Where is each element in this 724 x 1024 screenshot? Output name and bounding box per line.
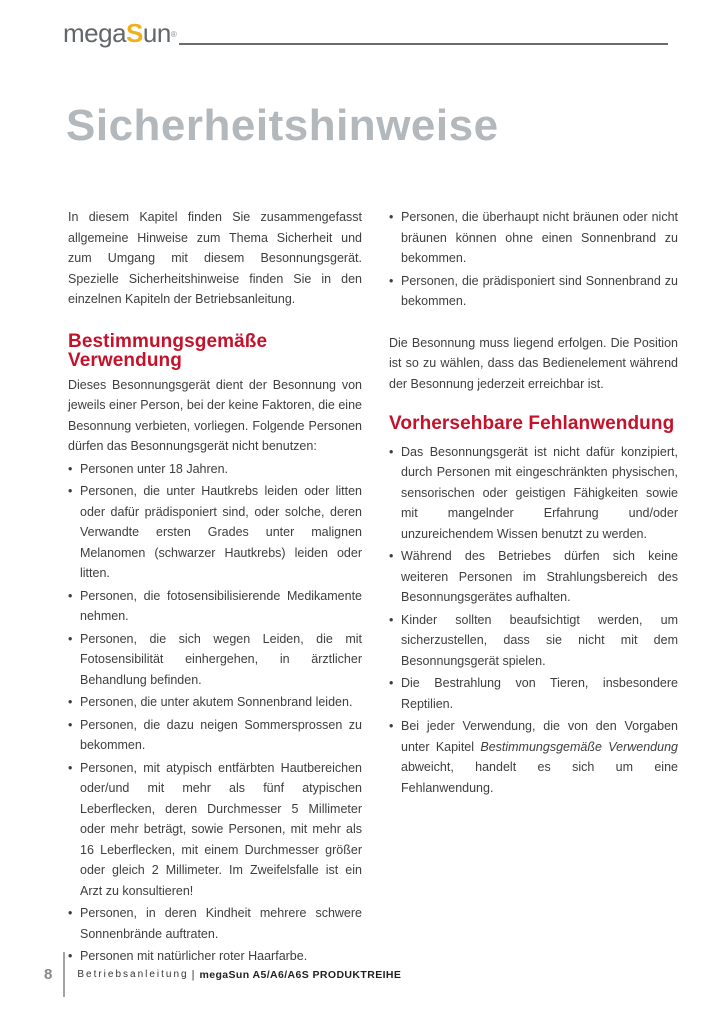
- misuse-bullet-list: [389, 442, 678, 799]
- logo-text-un: un: [142, 18, 171, 48]
- body-columns: [68, 207, 678, 969]
- page-title: Sicherheitshinweise: [66, 101, 499, 150]
- bullet-text-prefix: Bei jeder Verwendung, die von den Vorgaben unter Kapitel: [401, 719, 678, 754]
- bullet-item: • Personen, die unter akutem Sonnenbrand leiden.: [68, 692, 362, 713]
- footer-product-label: megaSun A5/A6/A6S PRODUKTREIHE: [199, 968, 402, 981]
- section-heading-misuse: Vorhersehbare Fehlanwendung: [389, 413, 675, 434]
- chapter-reference-italic: Bestimmungsgemäße Verwendung: [480, 739, 678, 754]
- footer-divider-line: [63, 952, 65, 997]
- intro-paragraph: In diesem Kapitel finden Sie zusammengefasst allgemeine Hinweise zum Thema Sicherheit und zum Umgang mit diesem Besonnungsgerät. Spezielle Sicherheitshinweise finden Sie in den einzelnen Kapiteln der Betriebsanleitung.: [68, 210, 362, 306]
- bullet-item: • Die Bestrahlung von Tieren, insbesondere Reptilien.: [389, 673, 678, 714]
- bullet-item: • Kinder sollten beaufsichtigt werden, um sicherzustellen, dass sie nicht mit dem Besonnungsgerät spielen.: [389, 610, 678, 672]
- logo-text-mega: mega: [63, 18, 127, 48]
- bullet-item: • Personen, die dazu neigen Sommersprossen zu bekommen.: [68, 715, 362, 756]
- page-header: [63, 20, 668, 47]
- bullet-item: • Personen, die sich wegen Leiden, die mit Fotosensibilität einhergehen, in ärztlicher Behandlung befinden.: [68, 629, 362, 691]
- right-column: [389, 207, 678, 969]
- intended-use-bullet-list-continued: [389, 207, 678, 312]
- bullet-text-suffix: abweicht, handelt es sich um eine Fehlanwendung.: [401, 760, 678, 795]
- position-paragraph: Die Besonnung muss liegend erfolgen. Die Position ist so zu wählen, dass das Bedienelement während der Besonnung jederzeit erreichbar ist.: [389, 335, 678, 391]
- left-column: [68, 207, 362, 969]
- bullet-item-with-reference: [389, 716, 678, 798]
- bullet-item: • Personen, in deren Kindheit mehrere schwere Sonnenbrände auftraten.: [68, 903, 362, 944]
- intended-use-bullet-list: [68, 459, 362, 967]
- bullet-item: • Personen mit natürlicher roter Haarfarbe.: [68, 946, 362, 967]
- bullet-item: • Während des Betriebes dürfen sich keine weiteren Personen im Strahlungsbereich des Besonnungsgerätes aufhalten.: [389, 546, 678, 608]
- footer-doc-label: Betriebsanleitung: [77, 969, 189, 980]
- bullet-item: • Personen, die prädisponiert sind Sonnenbrand zu bekommen.: [389, 271, 678, 312]
- bullet-item: • Personen unter 18 Jahren.: [68, 459, 362, 480]
- megasun-logo: [63, 20, 176, 47]
- bullet-item: • Das Besonnungsgerät ist nicht dafür konzipiert, durch Personen mit eingeschränkten physischen, sensorischen oder geistigen Fähigkeiten sowie mit mangelnder Erfahrung und/oder unzureichendem Wissen benutzt zu werden.: [389, 442, 678, 545]
- section-heading-intended-use: Bestimmungsgemäße Verwendung: [68, 330, 268, 371]
- intended-use-lead-paragraph: Dieses Besonnungsgerät dient der Besonnung von jeweils einer Person, bei der keine Faktoren, die eine Besonnung verbieten, vorliegen. Folgende Personen dürfen das Besonnungsgerät nicht benutzen:: [68, 377, 362, 453]
- bullet-item: • Personen, die unter Hautkrebs leiden oder litten oder dafür prädisponiert sind, oder solche, deren Verwandte ersten Grades unter malignen Melanomen (schwarzer Hautkrebs) leiden oder litten.: [68, 481, 362, 584]
- bullet-item: • Personen, die überhaupt nicht bräunen oder nicht bräunen können ohne einen Sonnenbrand zu bekommen.: [389, 207, 678, 269]
- page-footer: [44, 952, 401, 997]
- bullet-item: • Personen, die fotosensibilisierende Medikamente nehmen.: [68, 586, 362, 627]
- page-number: 8: [44, 966, 53, 983]
- bullet-item: • Personen, mit atypisch entfärbten Hautbereichen oder/und mit mehr als fünf atypischen Leberflecken, deren Durchmesser 5 Millimeter oder mehr beträgt, sowie Personen, mit mehr als 16 Leberflecken, mit einem Durchmesser größer oder gleich 2 Millimeter. Im Zweifelsfalle ist ein Arzt zu konsultieren!: [68, 758, 362, 902]
- registered-trademark-icon: ®: [170, 30, 177, 39]
- header-divider-line: [179, 43, 668, 45]
- footer-separator: |: [191, 968, 195, 981]
- logo-accent-s: S: [126, 18, 143, 48]
